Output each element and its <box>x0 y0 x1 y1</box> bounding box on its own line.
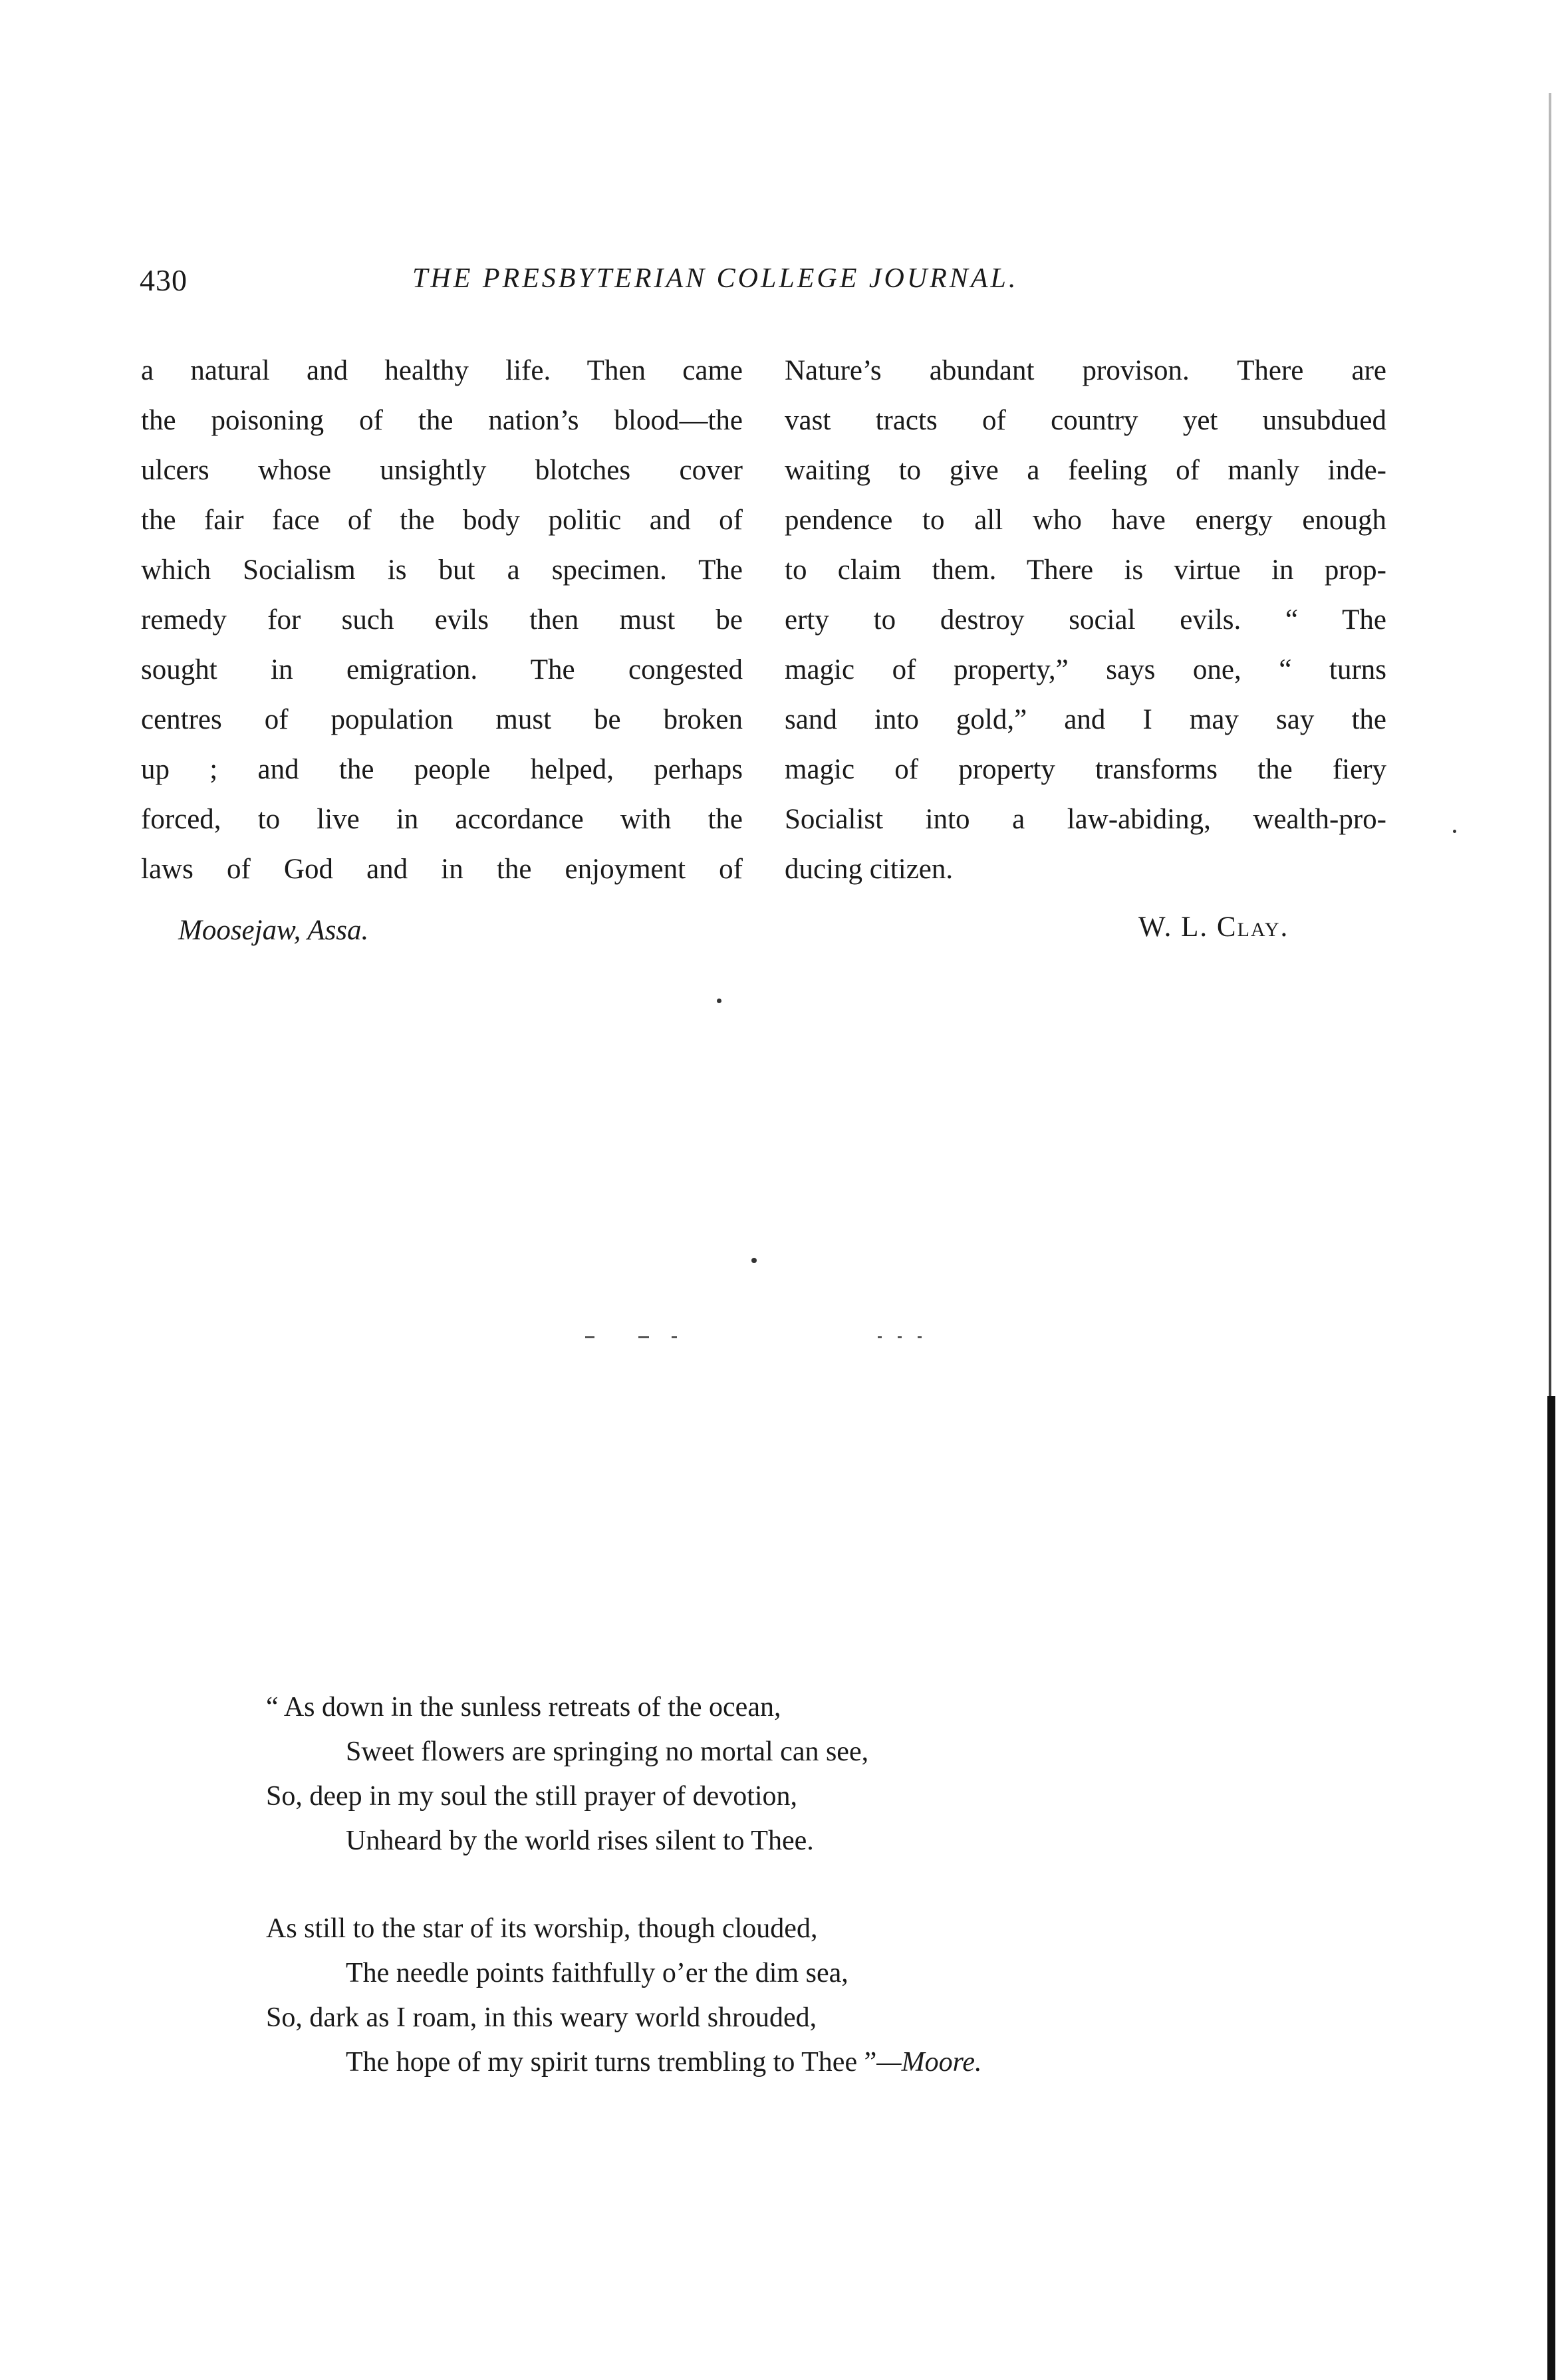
text-line: Nature’s abundant provison. There are <box>785 355 1386 386</box>
poem-line: Unheard by the world rises silent to Thee. <box>346 1826 814 1856</box>
ink-dash <box>878 1336 882 1338</box>
text-line: forced, to live in accordance with the <box>141 804 743 835</box>
poem-line: The needle points faithfully o’er the dim sea, <box>346 1958 848 1988</box>
ink-dash <box>638 1336 649 1338</box>
poem-stanza <box>266 1907 1263 2085</box>
text-line: laws of God and in the enjoyment of <box>141 854 743 885</box>
right-column <box>785 346 1386 894</box>
text-line: sand into gold,” and I may say the <box>785 704 1386 735</box>
poem-line: “ As down in the sunless retreats of the ocean, <box>266 1692 781 1723</box>
poem-line: As still to the star of its worship, though clouded, <box>266 1913 818 1944</box>
text-line: a natural and healthy life. Then came <box>141 355 743 386</box>
text-line: centres of population must be broken <box>141 704 743 735</box>
text-line: the poisoning of the nation’s blood—the <box>141 405 743 436</box>
text-line: remedy for such evils then must be <box>141 604 743 636</box>
page-number: 430 <box>140 263 188 297</box>
poem-stanza <box>266 1685 1263 1863</box>
left-column <box>141 346 743 894</box>
text-line: pendence to all who have energy enough <box>785 505 1386 536</box>
text-line: to claim them. There is virtue in prop- <box>785 554 1386 586</box>
journal-title: THE PRESBYTERIAN COLLEGE JOURNAL. <box>412 263 1019 294</box>
text-line: the fair face of the body politic and of <box>141 505 743 536</box>
text-line: ulcers whose unsightly blotches cover <box>141 455 743 486</box>
text-line: which Socialism is but a specimen. The <box>141 554 743 586</box>
poem-line: So, dark as I roam, in this weary world shrouded, <box>266 2002 817 2033</box>
ink-speck <box>1453 830 1456 833</box>
signature-initials: W. L. <box>1138 911 1209 943</box>
poem-line-text: The hope of my spirit turns trembling to Thee ” <box>346 2047 877 2078</box>
ink-speck <box>717 999 721 1003</box>
signature-surname: Clay. <box>1216 911 1289 943</box>
poem-attribution: —Moore. <box>876 2047 982 2078</box>
ink-dash <box>898 1336 902 1338</box>
poem-line: So, deep in my soul the still prayer of devotion, <box>266 1781 798 1812</box>
author-signature <box>1138 911 1289 943</box>
text-line: magic of property,” says one, “ turns <box>785 654 1386 685</box>
text-line: waiting to give a feeling of manly inde- <box>785 455 1386 486</box>
ink-dash <box>672 1336 677 1338</box>
text-line: magic of property transforms the fiery <box>785 754 1386 785</box>
running-head <box>140 263 1270 309</box>
text-line: vast tracts of country yet unsubdued <box>785 405 1386 436</box>
poem <box>266 1685 1263 2128</box>
author-location: Moosejaw, Assa. <box>178 915 369 946</box>
text-line: up ; and the people helped, perhaps <box>141 754 743 785</box>
text-line: Socialist into a law-abiding, wealth-pro- <box>785 804 1386 835</box>
ink-speck <box>751 1258 757 1263</box>
text-line: sought in emigration. The congested <box>141 654 743 685</box>
text-line: erty to destroy social evils. “ The <box>785 604 1386 636</box>
poem-last-line <box>266 2040 1263 2085</box>
ink-dash <box>918 1336 922 1338</box>
page-edge-binding <box>1547 1396 1555 2380</box>
text-line: ducing citizen. <box>785 854 954 885</box>
poem-line: Sweet flowers are springing no mortal can see, <box>346 1736 869 1767</box>
ink-dash <box>585 1336 594 1338</box>
